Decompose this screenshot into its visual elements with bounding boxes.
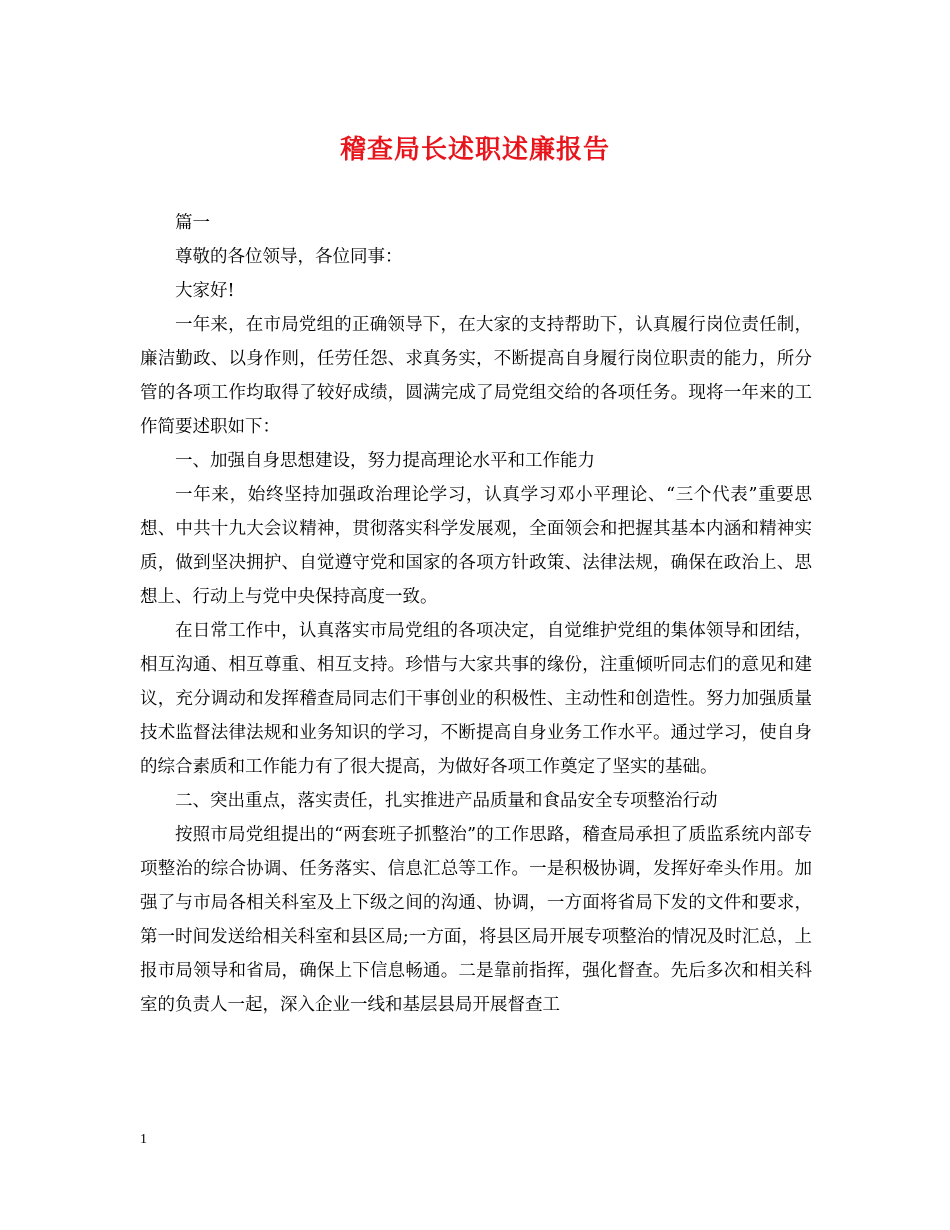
document-title: 稽查局长述职述廉报告 bbox=[339, 135, 610, 165]
page-number: 1 bbox=[140, 1132, 147, 1147]
paragraph-intro: 一年来，在市局党组的正确领导下，在大家的支持帮助下，认真履行岗位责任制，廉洁勤政、以身作则，任劳任怨、求真务实，不断提高自身履行岗位职责的能力，所分管的各项工作均取得了较好成绩，圆满完成了局党组交给的各项任务。现将一年来的工作简要述职如下： bbox=[140, 315, 812, 437]
document-body bbox=[140, 206, 812, 1022]
section-label: 篇一 bbox=[175, 213, 210, 233]
heading-section-1: 一、加强自身思想建设，努力提高理论水平和工作能力 bbox=[175, 451, 595, 471]
heading-section-2: 二、突出重点，落实责任，扎实推进产品质量和食品安全专项整治行动 bbox=[175, 791, 718, 811]
salutation: 尊敬的各位领导，各位同事： bbox=[175, 247, 403, 267]
paragraph-daily-work: 在日常工作中，认真落实市局党组的各项决定，自觉维护党组的集体领导和团结，相互沟通、相互尊重、相互支持。珍惜与大家共事的缘份，注重倾听同志们的意见和建议，充分调动和发挥稽查局同志们干事创业的积极性、主动性和创造性。努力加强质量技术监督法律法规和业务知识的学习，不断提高自身业务工作水平。通过学习，使自身的综合素质和工作能力有了很大提高，为做好各项工作奠定了坚实的基础。 bbox=[140, 621, 812, 777]
paragraph-rectification: 按照市局党组提出的“两套班子抓整治”的工作思路，稽查局承担了质监系统内部专项整治的综合协调、任务落实、信息汇总等工作。一是积极协调，发挥好牵头作用。加强了与市局各相关科室及上下级之间的沟通、协调，一方面将省局下发的文件和要求，第一时间发送给相关科室和县区局;一方面，将县区局开展专项整治的情况及时汇总，上报市局领导和省局，确保上下信息畅通。二是靠前指挥，强化督查。先后多次和相关科室的负责人一起，深入企业一线和基层县局开展督查工 bbox=[140, 825, 812, 1015]
paragraph-theory-study: 一年来，始终坚持加强政治理论学习，认真学习邓小平理论、“三个代表”重要思想、中共十九大会议精神，贯彻落实科学发展观，全面领会和把握其基本内涵和精神实质，做到坚决拥护、自觉遵守党和国家的各项方针政策、法律法规，确保在政治上、思想上、行动上与党中央保持高度一致。 bbox=[140, 485, 812, 607]
greeting: 大家好! bbox=[175, 281, 235, 301]
